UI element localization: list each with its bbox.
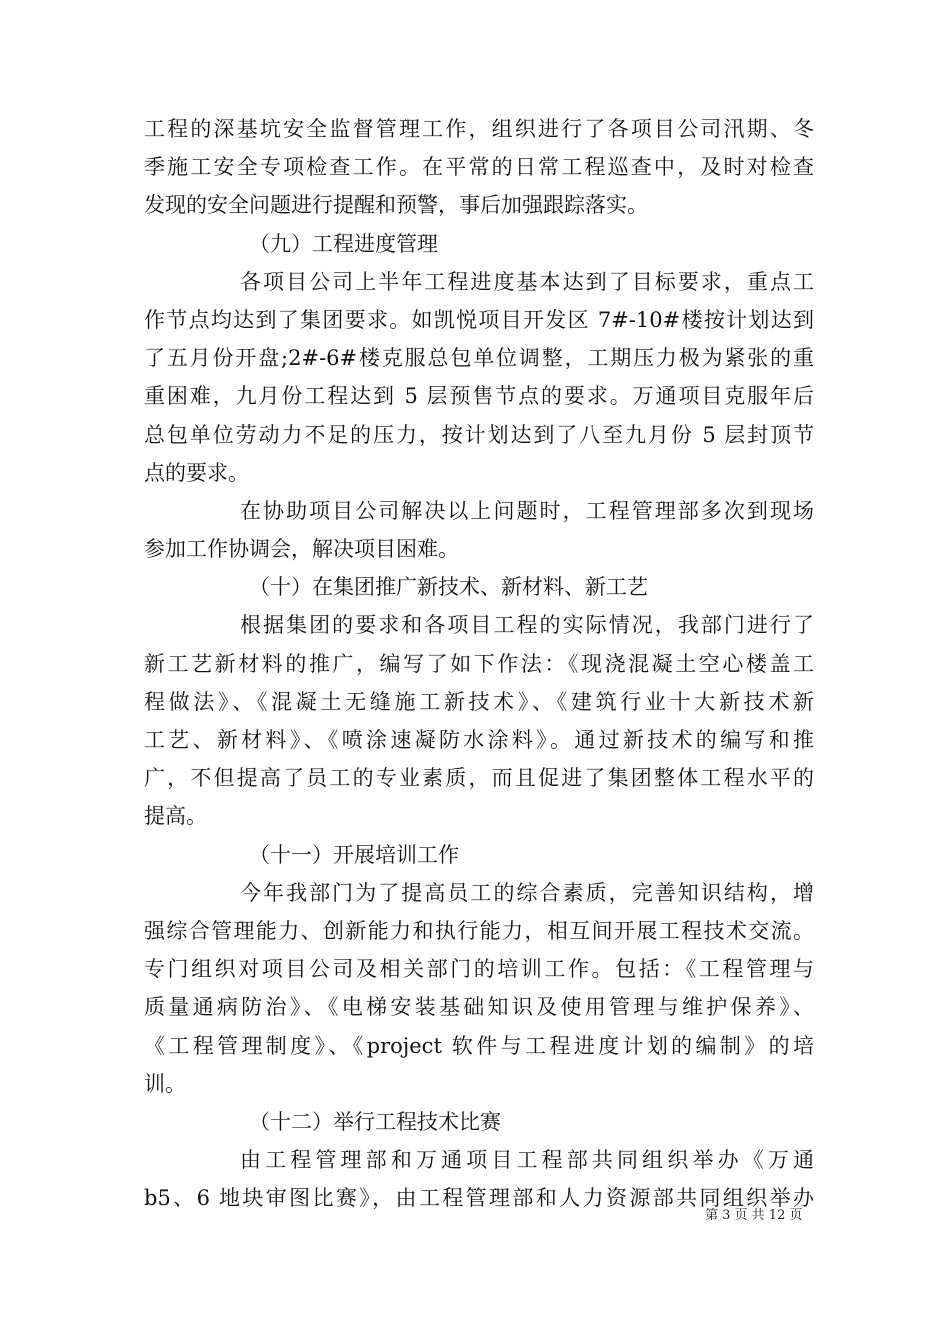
- paragraph-line: 质量通病防治》、《电梯安装基础知识及使用管理与维护保养》、: [144, 995, 814, 1020]
- paragraph-line: 训。: [144, 1071, 186, 1096]
- paragraph-line: b5、6 地块审图比赛》，由工程管理部和人力资源部共同组织举办: [144, 1186, 814, 1211]
- paragraph-line: 各项目公司上半年工程进度基本达到了目标要求，重点工: [240, 269, 814, 294]
- paragraph-line: 新工艺新材料的推广，编写了如下作法：《现浇混凝土空心楼盖工: [144, 651, 814, 676]
- paragraph-line: 发现的安全问题进行提醒和预警，事后加强跟踪落实。: [144, 193, 648, 218]
- section-heading: （十）在集团推广新技术、新材料、新工艺: [249, 575, 648, 600]
- section-heading: （十一）开展培训工作: [249, 842, 459, 867]
- paragraph-line: 由工程管理部和万通项目工程部共同组织举办《万通: [240, 1148, 814, 1173]
- paragraph-line: 作节点均达到了集团要求。如凯悦项目开发区 7#-10#楼按计划达到: [144, 307, 814, 332]
- paragraph-line: 广，不但提高了员工的专业素质，而且促进了集团整体工程水平的: [144, 766, 814, 791]
- paragraph-line: 根据集团的要求和各项目工程的实际情况，我部门进行了: [240, 613, 814, 638]
- paragraph-line: 点的要求。: [144, 460, 249, 485]
- paragraph-line: 专门组织对项目公司及相关部门的培训工作。包括：《工程管理与: [144, 957, 814, 982]
- paragraph-line: 了五月份开盘;2#-6#楼克服总包单位调整，工期压力极为紧张的重: [144, 346, 814, 371]
- paragraph-line: 总包单位劳动力不足的压力，按计划达到了八至九月份 5 层封顶节: [144, 422, 814, 447]
- paragraph-line: 工程的深基坑安全监督管理工作，组织进行了各项目公司汛期、冬: [144, 117, 814, 141]
- section-heading: （九）工程进度管理: [249, 231, 438, 256]
- paragraph-line: 重困难，九月份工程达到 5 层预售节点的要求。万通项目克服年后: [144, 384, 814, 409]
- paragraph-line: 在协助项目公司解决以上问题时，工程管理部多次到现场: [240, 498, 814, 523]
- paragraph-line: 季施工安全专项检查工作。在平常的日常工程巡查中，及时对检查: [144, 155, 814, 180]
- paragraph-line: 今年我部门为了提高员工的综合素质，完善知识结构，增: [240, 880, 814, 905]
- paragraph-line: 参加工作协调会，解决项目困难。: [144, 537, 459, 562]
- paragraph-line: 提高。: [144, 804, 207, 829]
- paragraph-line: 《工程管理制度》、《project 软件与工程进度计划的编制》的培: [144, 1033, 814, 1058]
- paragraph-line: 工艺、新材料》、《喷涂速凝防水涂料》。通过新技术的编写和推: [144, 728, 814, 752]
- section-heading: （十二）举行工程技术比赛: [249, 1109, 501, 1134]
- paragraph-line: 强综合管理能力、创新能力和执行能力，相互间开展工程技术交流。: [144, 918, 814, 943]
- document-page: [144, 110, 814, 1217]
- page-footer: 第 3 页 共 12 页: [705, 1208, 803, 1223]
- paragraph-line: 程做法》、《混凝土无缝施工新技术》、《建筑行业十大新技术新: [144, 689, 814, 714]
